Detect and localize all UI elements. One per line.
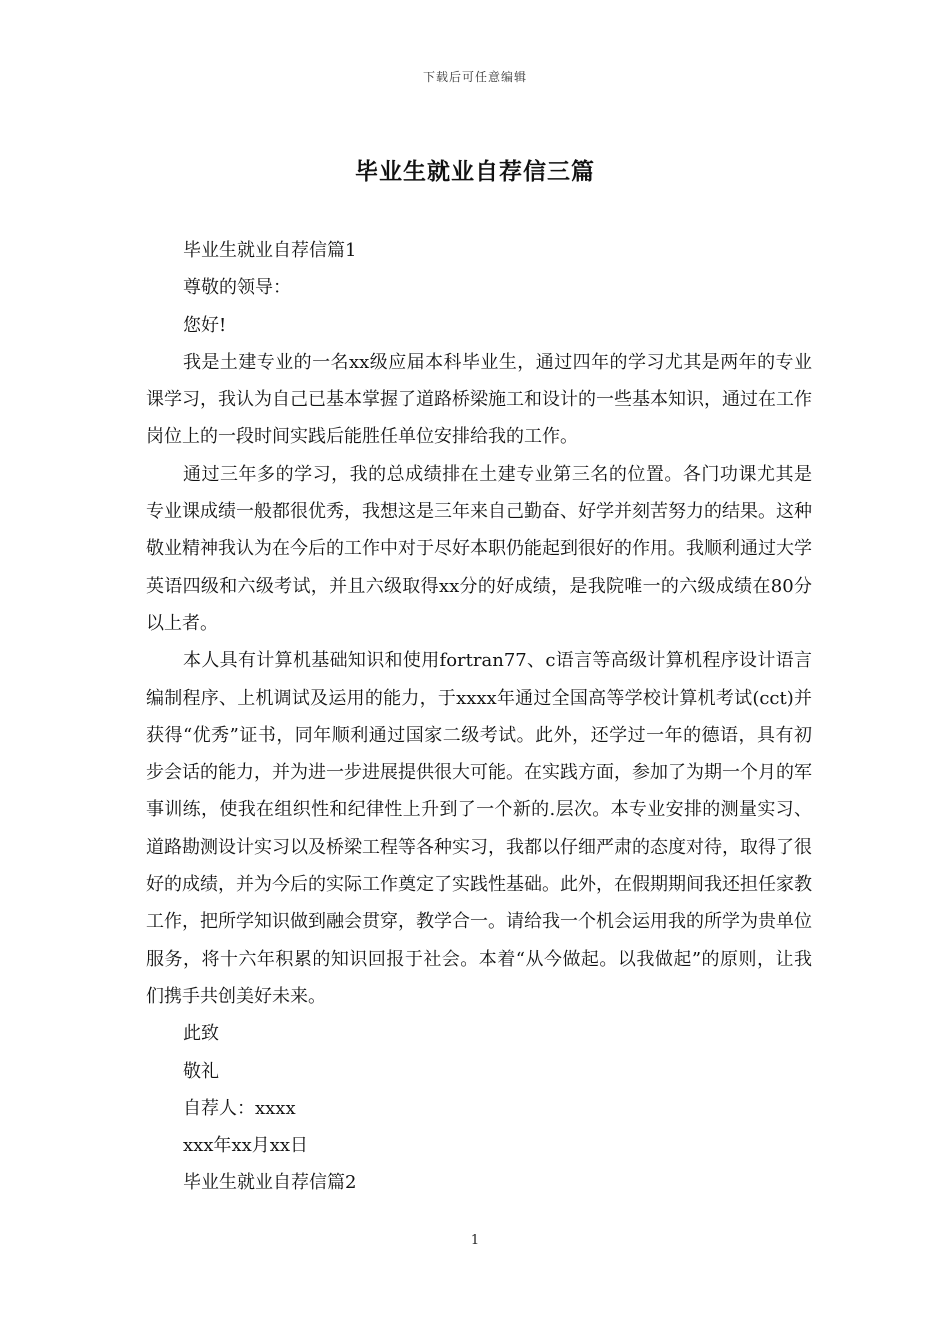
paragraph-3: 本人具有计算机基础知识和使用fortran77、c语言等高级计算机程序设计语言编制程序、上机调试及运用的能力，于xxxx年通过全国高等学校计算机考试(cct)并获得“优秀”证书，同年顺利通过国家二级考试。此外，还学过一年的德语，具有初步会话的能力，并为进一步进展提供很大可能。在实践方面，参加了为期一个月的军事训练，使我在组织性和纪律性上升到了一个新的.层次。本专业安排的测量实习、道路勘测设计实习以及桥梁工程等各种实习，我都以仔细严肃的态度对待，取得了很好的成绩，并为今后的实际工作奠定了实践性基础。此外，在假期期间我还担任家教工作，把所学知识做到融会贯穿，教学合一。请给我一个机会运用我的所学为贵单位服务，将十六年积累的知识回报于社会。本着“从今做起。以我做起”的原则，让我们携手共创美好未来。 (146, 650, 812, 1007)
document-title: 毕业生就业自荐信三篇 (355, 158, 595, 185)
page-header-note: 下载后可任意编辑 (422, 70, 527, 84)
greeting: 您好! (183, 314, 227, 336)
salutation: 尊敬的领导： (183, 277, 291, 299)
section-heading-2: 毕业生就业自荐信篇2 (183, 1172, 357, 1194)
closing-ci-zhi: 此致 (183, 1023, 219, 1045)
date-line: xxx年xx月xx日 (183, 1135, 309, 1157)
closing-jing-li: 敬礼 (183, 1060, 219, 1082)
paragraph-1: 我是土建专业的一名xx级应届本科毕业生，通过四年的学习尤其是两年的专业课学习，我认为自己已基本掌握了道路桥梁施工和设计的一些基本知识，通过在工作岗位上的一段时间实践后能胜任单位安排给我的工作。 (146, 351, 812, 448)
section-heading-1: 毕业生就业自荐信篇1 (183, 240, 357, 261)
signer: 自荐人：xxxx (183, 1097, 296, 1119)
page-number: 1 (470, 1233, 480, 1248)
paragraph-2: 通过三年多的学习，我的总成绩排在土建专业第三名的位置。各门功课尤其是专业课成绩一般都很优秀，我想这是三年来自己勤奋、好学并刻苦努力的结果。这种敬业精神我认为在今后的工作中对于尽好本职仍能起到很好的作用。我顺利通过大学英语四级和六级考试，并且六级取得xx分的好成绩，是我院唯一的六级成绩在80分以上者。 (146, 463, 812, 634)
document-body (146, 232, 812, 1202)
